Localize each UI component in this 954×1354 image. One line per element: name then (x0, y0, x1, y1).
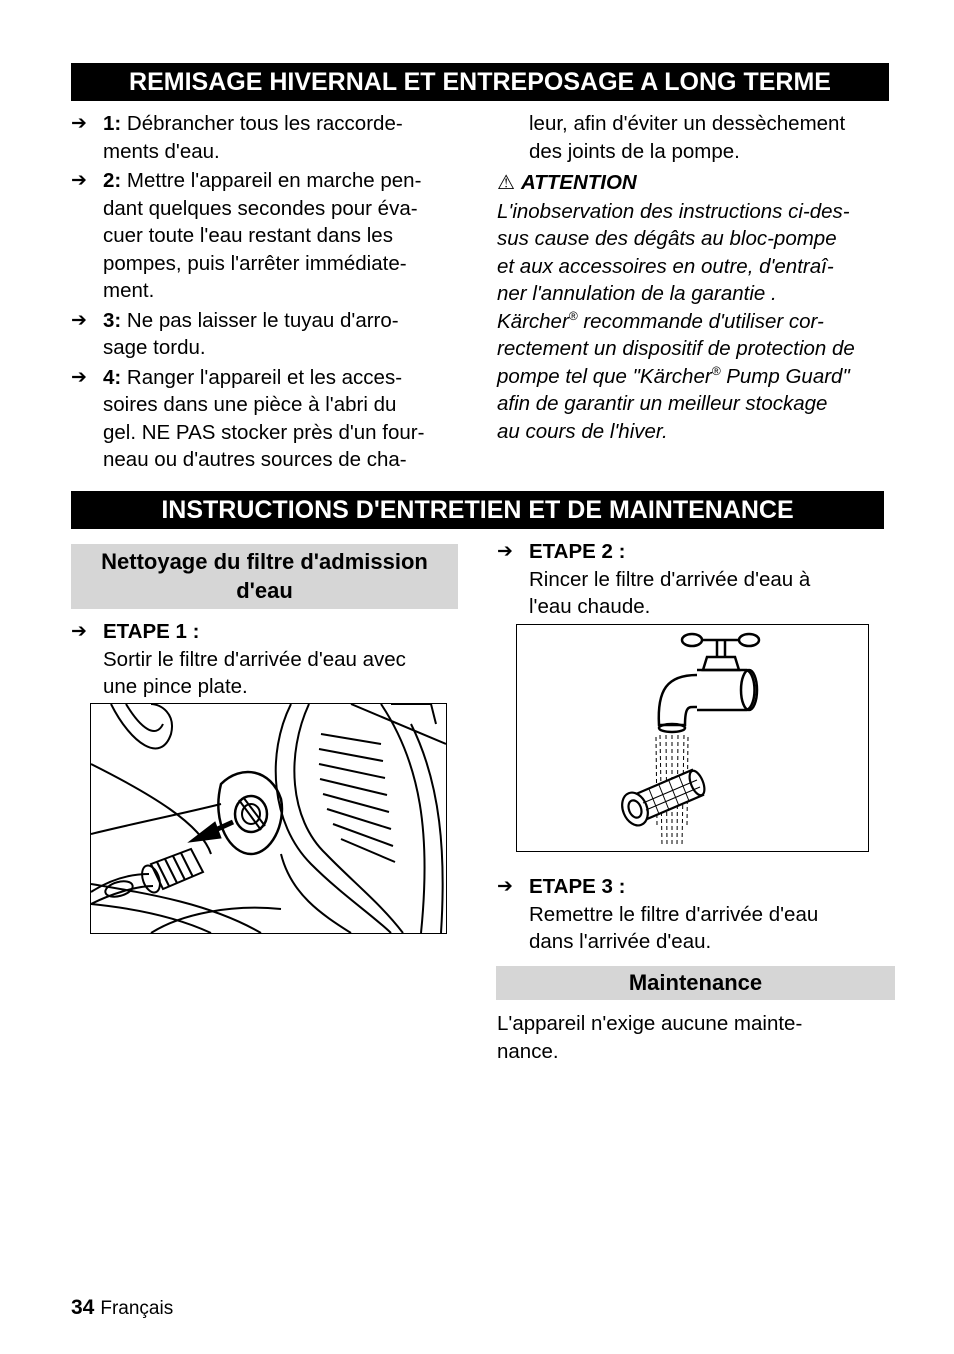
attention-label: ATTENTION (520, 171, 637, 194)
arrow-right-icon: ➔ (71, 309, 87, 331)
step-text: sage tordu. (103, 336, 206, 359)
attention-line: Kärcher (497, 309, 569, 333)
step4-continuation (497, 110, 897, 165)
step-item-1 (71, 110, 471, 165)
maintenance-text (497, 1010, 897, 1065)
step-text: leur, afin d'éviter un dessèchement (529, 112, 846, 135)
step-text: pompes, puis l'arrêter immédiate- (103, 251, 407, 275)
step-text: ments d'eau. (103, 139, 220, 163)
attention-line: rectement un dispositif de protection de (497, 337, 855, 360)
arrow-right-icon: ➔ (71, 170, 87, 191)
attention-line: Pump Guard" (720, 364, 850, 388)
attention-line: pompe tel que "Kärcher (497, 364, 712, 388)
step-text: neau ou d'autres sources de cha- (103, 448, 407, 471)
subheading-line: Maintenance (628, 970, 763, 995)
body-text: L'appareil n'exige aucune mainte- (497, 1012, 803, 1035)
step-text: l'eau chaude. (529, 595, 651, 618)
step-label: ETAPE 3 : (529, 875, 626, 898)
faucet-drawing (517, 625, 868, 851)
step-label: ETAPE 2 : (529, 540, 626, 563)
step-text: ment. (103, 279, 155, 302)
body-text: nance. (497, 1039, 559, 1063)
step-text: des joints de la pompe. (529, 139, 740, 163)
section1-title-bar (71, 63, 889, 101)
section1-title: REMISAGE HIVERNAL ET ENTREPOSAGE A LONG TERME (129, 68, 831, 96)
filter-removal-illustration (90, 703, 447, 934)
step-text: dant quelques secondes pour éva- (103, 196, 418, 220)
step-text: cuer toute l'eau restant dans les (103, 224, 393, 247)
step-text: Ranger l'appareil et les acces- (121, 365, 403, 389)
step1-block (71, 618, 471, 703)
step-text: Sortir le filtre d'arrivée d'eau avec (103, 647, 406, 671)
attention-heading (497, 169, 897, 198)
step-text: Remettre le filtre d'arrivée d'eau (529, 902, 819, 926)
step-text: gel. NE PAS stocker près d'un four- (103, 420, 425, 444)
step-number: 3: (103, 308, 122, 332)
arrow-right-icon: ➔ (71, 113, 87, 134)
step-text: soires dans une pièce à l'abri du (103, 393, 397, 416)
step-number: 4: (103, 365, 122, 389)
registered-mark: ® (568, 308, 578, 323)
section1-left-column (71, 110, 471, 476)
page-number: 34 (71, 1296, 95, 1319)
footer-language: Français (100, 1298, 174, 1319)
registered-mark: ® (711, 363, 721, 378)
attention-line: recommande d'utiliser cor- (577, 309, 824, 333)
step-item-etape3 (497, 873, 897, 956)
arrow-right-icon: ➔ (71, 366, 87, 388)
filter-removal-drawing (91, 704, 446, 933)
step-text: Débrancher tous les raccorde- (121, 112, 403, 135)
step-number: 2: (103, 169, 122, 192)
step-text: Ne pas laisser le tuyau d'arro- (121, 308, 399, 332)
attention-line: sus cause des dégâts au bloc-pompe (497, 227, 837, 250)
arrow-right-icon: ➔ (71, 621, 87, 642)
step-item-2 (71, 167, 471, 305)
step-item-3 (71, 307, 471, 362)
section2-title-bar (71, 491, 884, 529)
filter-rinsing-illustration (516, 624, 869, 852)
subheading-line: d'eau (236, 578, 293, 603)
attention-line: et aux accessoires en outre, d'entraî- (497, 254, 834, 278)
subheading-maintenance (496, 966, 895, 1000)
subheading-line: Nettoyage du filtre d'admission (101, 549, 428, 574)
attention-line: ner l'annulation de la garantie . (497, 282, 777, 305)
step-text: Mettre l'appareil en marche pen- (121, 169, 422, 192)
page-footer (71, 1296, 173, 1320)
attention-line: au cours de l'hiver. (497, 419, 668, 443)
attention-line: afin de garantir un meilleur stockage (497, 392, 828, 415)
attention-text (497, 198, 897, 446)
step-text: Rincer le filtre d'arrivée d'eau à (529, 567, 811, 591)
warning-triangle-icon: ⚠ (497, 172, 515, 194)
step3-block (497, 873, 897, 958)
section1-right-column (497, 110, 897, 445)
step-item-etape2 (497, 538, 897, 621)
step-item-etape1 (71, 618, 471, 701)
step-number: 1: (103, 112, 122, 135)
arrow-right-icon: ➔ (497, 876, 513, 897)
step-item-4 (71, 364, 471, 474)
step-label: ETAPE 1 : (103, 620, 200, 643)
step-text: une pince plate. (103, 675, 248, 698)
attention-line: L'inobservation des instructions ci-des- (497, 199, 850, 223)
subheading-filter-cleaning (71, 544, 458, 609)
section2-title: INSTRUCTIONS D'ENTRETIEN ET DE MAINTENANCE (161, 496, 794, 524)
step-text: dans l'arrivée d'eau. (529, 930, 712, 953)
arrow-right-icon: ➔ (497, 541, 513, 562)
step2-block (497, 538, 897, 623)
